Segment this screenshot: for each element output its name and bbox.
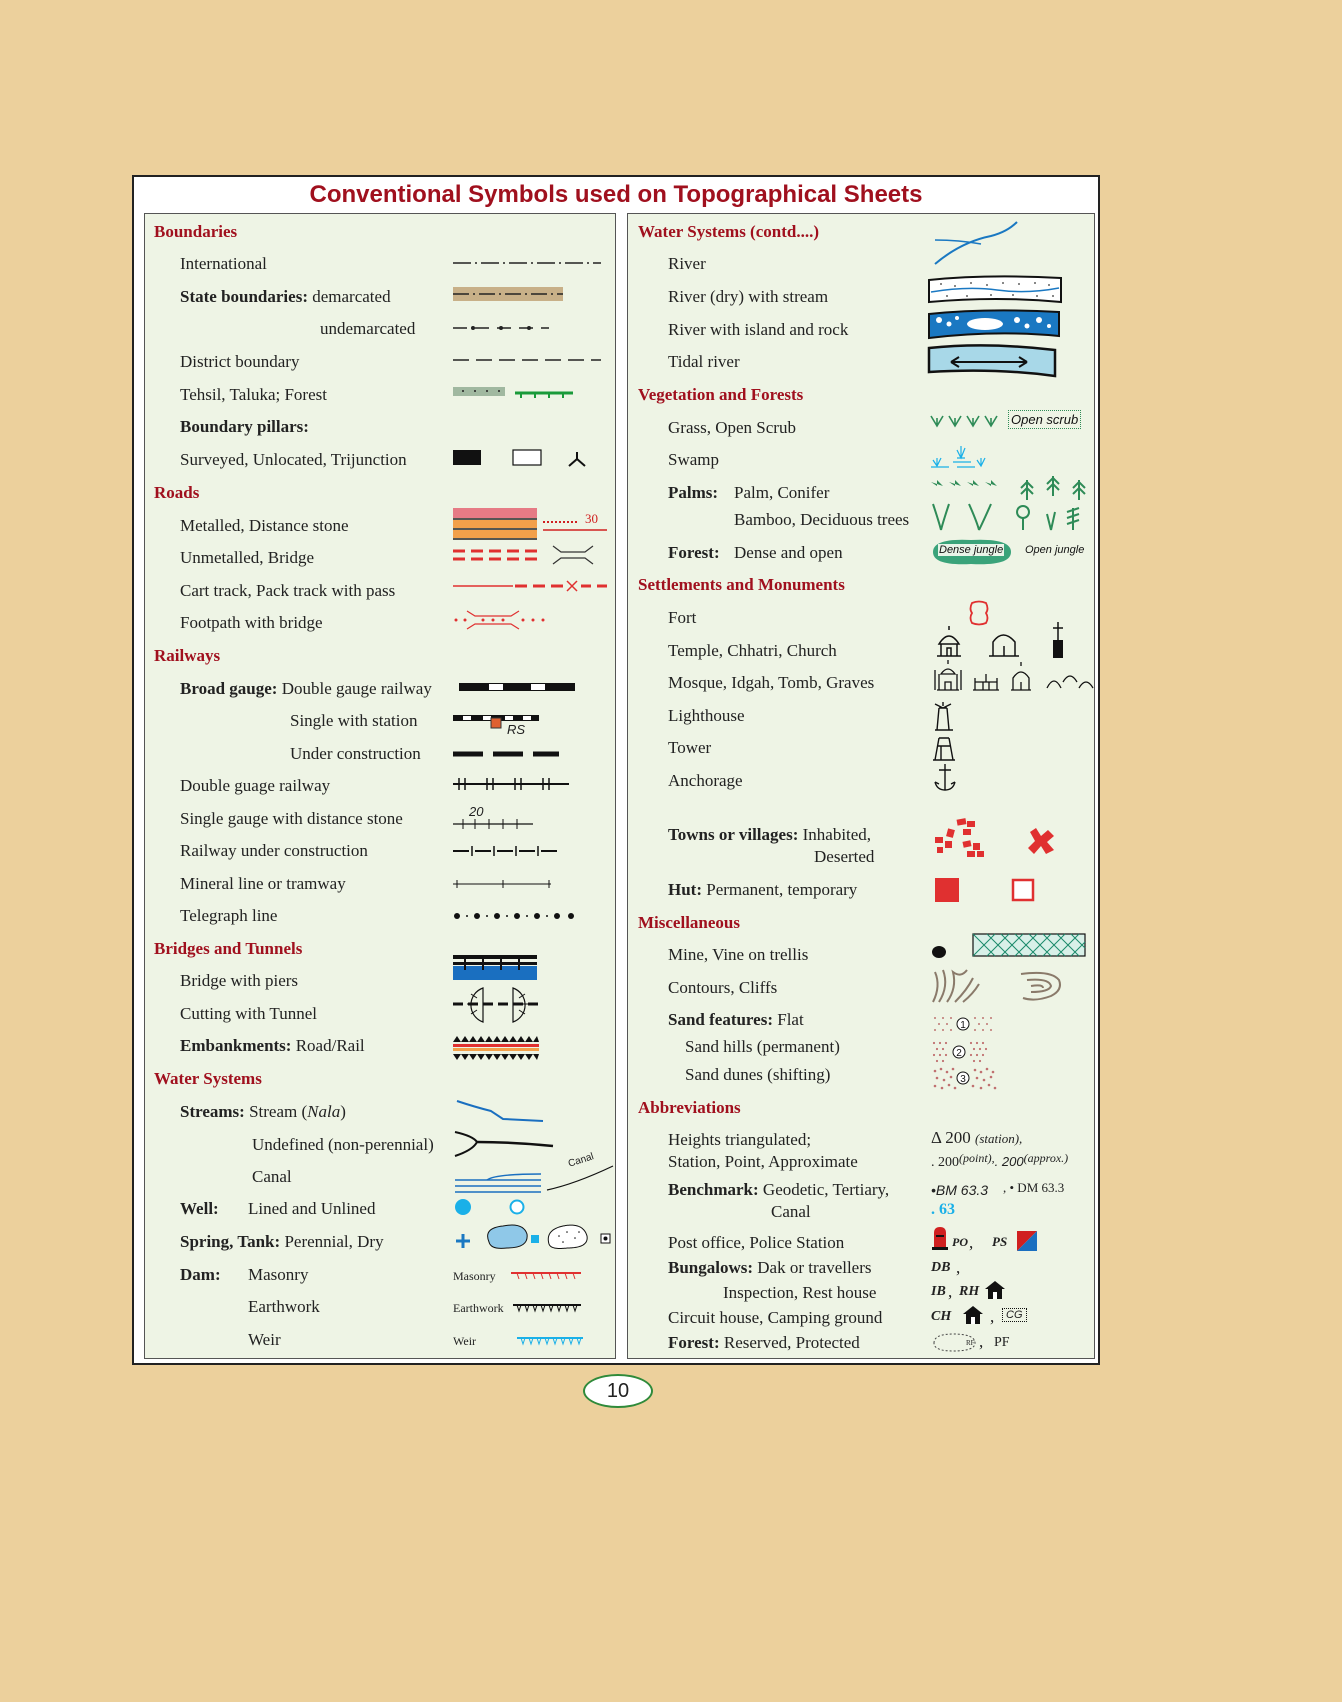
- state-undemarcated-symbol: [453, 323, 553, 333]
- label-dam: [180, 1265, 221, 1285]
- canal-benchmark-value: . 63: [931, 1201, 955, 1218]
- heading-roads: Roads: [154, 483, 200, 502]
- station-label: RS: [507, 722, 526, 737]
- grass-symbol: [929, 412, 999, 428]
- towns-deserted-symbol: [1024, 826, 1058, 856]
- spring-rest: Perennial, Dry: [280, 1232, 384, 1251]
- label-mine: Mine, Vine on trellis: [668, 945, 809, 964]
- label-undemarcated: undemarcated: [320, 319, 416, 338]
- weir-symbol: [517, 1335, 587, 1347]
- po-comma: ,: [969, 1233, 974, 1252]
- label-international: International: [180, 254, 267, 273]
- telegraph-line-symbol: [453, 910, 575, 922]
- db-abbrev: DB: [931, 1260, 951, 1275]
- open-jungle-label: Open jungle: [1025, 544, 1085, 556]
- dm-tertiary-value: , • DM 63.3: [1003, 1180, 1065, 1195]
- label-post-office: Post office, Police Station: [668, 1233, 845, 1252]
- anchorage-symbol: [933, 762, 957, 794]
- approx-value: . 200: [994, 1154, 1024, 1169]
- label-under-construction: Under construction: [290, 744, 421, 763]
- towns-inhabited-symbol: [933, 817, 993, 861]
- streams-rest: Stream (: [244, 1102, 308, 1121]
- sand-hills-symbol: [931, 1040, 991, 1064]
- label-metalled: Metalled, Distance stone: [180, 516, 349, 535]
- palms-bold: Palms:: [668, 483, 719, 502]
- broad-under-construction-symbol: [453, 749, 561, 759]
- label-masonry: Masonry: [248, 1265, 309, 1284]
- metalled-road-symbol: [453, 508, 538, 540]
- nala-italic: Nala: [307, 1102, 341, 1121]
- palm-conifer-symbol: [929, 476, 1089, 502]
- heading-abbreviations: Abbreviations: [638, 1098, 741, 1117]
- label-streams: [180, 1102, 346, 1122]
- label-single-distance: Single gauge with distance stone: [180, 809, 403, 828]
- towns-rest: Inhabited,: [798, 825, 872, 844]
- label-telegraph: Telegraph line: [180, 906, 278, 925]
- spring-bold: Spring, Tank:: [180, 1232, 281, 1251]
- broad-double-railway-symbol: [459, 681, 577, 693]
- label-forest-rest: Dense and open: [734, 543, 843, 562]
- mosque-idgah-tomb-graves-symbol: [933, 660, 1095, 692]
- label-well: [180, 1199, 219, 1219]
- label-river-dry: River (dry) with stream: [668, 287, 829, 306]
- point-value: . 200: [931, 1155, 959, 1170]
- label-tehsil: Tehsil, Taluka; Forest: [180, 385, 327, 404]
- pf-abbrev: PF: [994, 1335, 1010, 1350]
- label-palms-rest: Palm, Conifer: [734, 483, 830, 502]
- right-panel: [627, 213, 1095, 1359]
- embank-rest: Road/Rail: [291, 1036, 365, 1055]
- label-state-boundary: [180, 287, 391, 307]
- mineral-line-symbol: [453, 877, 553, 891]
- label-tidal-river: Tidal river: [668, 352, 740, 371]
- well-symbol: [453, 1196, 533, 1218]
- temple-chhatri-church-symbol: [933, 616, 1073, 660]
- hut-symbol: [933, 876, 1037, 904]
- label-district: District boundary: [180, 352, 300, 371]
- heading-vegetation: Vegetation and Forests: [638, 385, 804, 404]
- label-contours: Contours, Cliffs: [668, 978, 778, 997]
- label-double-guage: Double guage railway: [180, 776, 331, 795]
- label-surveyed: Surveyed, Unlocated, Trijunction: [180, 450, 407, 469]
- label-unmetalled: Unmetalled, Bridge: [180, 548, 315, 567]
- label-heights2: Station, Point, Approximate: [668, 1152, 858, 1171]
- railway-construction-symbol: [453, 844, 565, 858]
- stream-symbol: [455, 1097, 545, 1125]
- label-benchmark-canal: Canal: [771, 1202, 811, 1221]
- police-station-symbol: [1016, 1230, 1038, 1252]
- benchmark-rest: Geodetic, Tertiary,: [758, 1180, 890, 1199]
- forest-bold: Forest:: [668, 543, 720, 562]
- benchmark-bold: Benchmark:: [668, 1180, 759, 1199]
- label-sand-hills: Sand hills (permanent): [685, 1037, 840, 1056]
- bungalows-bold: Bungalows:: [668, 1258, 754, 1277]
- streams-close: ): [340, 1102, 346, 1121]
- spring-tank-symbol: [453, 1218, 617, 1250]
- label-railway-construction: Railway under construction: [180, 841, 368, 860]
- left-panel: [144, 213, 616, 1359]
- state-rest: demarcated: [307, 287, 391, 306]
- heading-miscellaneous: Miscellaneous: [638, 913, 740, 932]
- point-label: (point),: [959, 1151, 995, 1165]
- canal-small-label: Canal: [566, 1151, 596, 1170]
- label-deserted: Deserted: [814, 847, 875, 866]
- label-embankments: [180, 1036, 365, 1056]
- label-broad-gauge: [180, 679, 432, 699]
- footpath-bridge-symbol: [453, 608, 553, 632]
- label-fort: Fort: [668, 608, 697, 627]
- label-boundary-pillars: [180, 417, 309, 437]
- label-anchorage: Anchorage: [668, 771, 743, 790]
- label-bamboo: Bamboo, Deciduous trees: [734, 510, 910, 529]
- forest-abbrev-bold: Forest:: [668, 1333, 720, 1352]
- label-mosque: Mosque, Idgah, Tomb, Graves: [668, 673, 875, 692]
- page-number: 10: [583, 1374, 653, 1408]
- ib-abbrev: IB: [931, 1284, 946, 1299]
- label-tower: Tower: [668, 738, 712, 757]
- boundary-pillars-symbol: [451, 448, 591, 468]
- ch-comma: ,: [990, 1307, 995, 1326]
- mine-vine-symbol: [931, 932, 1089, 962]
- sheet-title: Conventional Symbols used on Topographical Sheets: [309, 181, 923, 208]
- label-bungalows: [668, 1258, 872, 1278]
- heading-water-systems: Water Systems: [154, 1069, 262, 1088]
- po-abbrev: PO: [952, 1235, 968, 1249]
- post-office-symbol: [931, 1225, 949, 1251]
- bridge-piers-symbol: [453, 952, 539, 982]
- single-station-symbol: [453, 711, 543, 735]
- station-label: (station),: [975, 1131, 1023, 1146]
- contours-cliffs-symbol: [931, 966, 1067, 1006]
- label-bridge-piers: Bridge with piers: [180, 971, 299, 990]
- label-sand-dunes: Sand dunes (shifting): [685, 1065, 831, 1084]
- label-undefined-stream: Undefined (non-perennial): [252, 1135, 434, 1154]
- open-scrub-label: Open scrub: [1008, 410, 1081, 429]
- label-lighthouse: Lighthouse: [668, 706, 745, 725]
- hut-bold: Hut:: [668, 880, 702, 899]
- weir-small-label: Weir: [453, 1334, 477, 1348]
- pillars-bold: Boundary pillars:: [180, 417, 309, 436]
- undefined-stream-symbol: [453, 1128, 555, 1162]
- label-hut: [668, 880, 857, 900]
- label-canal: Canal: [252, 1167, 292, 1186]
- label-spring-tank: [180, 1232, 384, 1252]
- river-dry-symbol: [927, 274, 1063, 304]
- label-weir: Weir: [248, 1330, 281, 1349]
- rf-abbrev: RF: [966, 1339, 975, 1347]
- label-footpath: Footpath with bridge: [180, 613, 323, 632]
- label-benchmark: [668, 1180, 889, 1200]
- hut-rest: Permanent, temporary: [702, 880, 858, 899]
- label-river: River: [668, 254, 706, 273]
- label-cart-track: Cart track, Pack track with pass: [180, 581, 396, 600]
- label-grass: Grass, Open Scrub: [668, 418, 796, 437]
- label-circuit-house: Circuit house, Camping ground: [668, 1308, 883, 1327]
- embank-bold: Embankments:: [180, 1036, 292, 1055]
- station-height: [931, 1128, 1022, 1148]
- tidal-river-symbol: [927, 342, 1061, 378]
- svg-text:1: 1: [960, 1020, 966, 1031]
- station-value: Δ 200: [931, 1128, 971, 1147]
- label-forest-abbrev: [668, 1333, 860, 1353]
- unmetalled-road-bridge-symbol: [453, 544, 603, 566]
- district-boundary-symbol: [453, 356, 603, 364]
- embankment-symbol: [453, 1034, 543, 1062]
- label-towns: [668, 825, 871, 845]
- river-line-symbol: [931, 220, 1021, 266]
- international-boundary-symbol: [453, 258, 603, 268]
- masonry-dam-symbol: [511, 1270, 583, 1282]
- heading-water-contd: Water Systems (contd....): [638, 222, 819, 241]
- bungalows-rest: Dak or travellers: [753, 1258, 872, 1277]
- dense-jungle-label: Dense jungle: [939, 544, 1004, 556]
- heading-bridges: Bridges and Tunnels: [154, 939, 303, 958]
- label-single-station: Single with station: [290, 711, 418, 730]
- label-sand-features: [668, 1010, 804, 1030]
- heading-railways: Railways: [154, 646, 221, 665]
- sand-flat-symbol: [931, 1014, 997, 1034]
- ch-abbrev: CH: [931, 1309, 952, 1324]
- heading-settlements: Settlements and Monuments: [638, 575, 845, 594]
- svg-text:2: 2: [956, 1048, 962, 1059]
- river-island-symbol: [927, 308, 1063, 340]
- sand-dunes-symbol: [931, 1066, 1001, 1092]
- ps-abbrev: PS: [992, 1234, 1008, 1249]
- label-cutting-tunnel: Cutting with Tunnel: [180, 1004, 317, 1023]
- rest-house-icon: [984, 1280, 1006, 1300]
- heading-boundaries: Boundaries: [154, 222, 238, 241]
- label-palms: [668, 483, 718, 503]
- label-river-island: River with island and rock: [668, 320, 849, 339]
- masonry-small-label: Masonry: [453, 1269, 496, 1283]
- label-earthwork: Earthwork: [248, 1297, 320, 1316]
- earthwork-dam-symbol: [513, 1302, 583, 1314]
- label-swamp: Swamp: [668, 450, 719, 469]
- camping-ground-symbol: CG: [1002, 1308, 1027, 1322]
- broad-rest: Double gauge railway: [277, 679, 432, 698]
- double-guage-railway-symbol: [453, 775, 571, 793]
- earthwork-small-label: Earthwork: [453, 1301, 504, 1315]
- db-comma: ,: [956, 1258, 961, 1277]
- sand-rest: Flat: [773, 1010, 804, 1029]
- lighthouse-symbol: [933, 700, 957, 732]
- label-forest: [668, 543, 720, 563]
- ib-comma: ,: [948, 1282, 953, 1301]
- tower-symbol: [933, 734, 957, 762]
- bm-geodetic-value: •BM 63.3: [931, 1182, 989, 1198]
- state-demarcated-symbol: [453, 287, 565, 303]
- dam-bold: Dam:: [180, 1265, 221, 1284]
- broad-bold: Broad gauge:: [180, 679, 278, 698]
- label-temple: Temple, Chhatri, Church: [668, 641, 837, 660]
- approx-label: (approx.): [1023, 1151, 1069, 1165]
- well-bold: Well:: [180, 1199, 219, 1218]
- cart-pack-track-symbol: [453, 579, 609, 593]
- label-inspection: Inspection, Rest house: [723, 1283, 877, 1302]
- distance-stone-symbol: [541, 510, 611, 538]
- rh-abbrev: RH: [959, 1284, 980, 1299]
- canal-symbol: [455, 1162, 615, 1194]
- tehsil-forest-symbol: [453, 386, 575, 400]
- sand-bold: Sand features:: [668, 1010, 773, 1029]
- towns-bold: Towns or villages:: [668, 825, 799, 844]
- cutting-tunnel-symbol: [453, 986, 545, 1026]
- svg-text:3: 3: [960, 1074, 966, 1085]
- swamp-symbol: [929, 436, 997, 470]
- distance-stone-number: 30: [585, 511, 598, 526]
- label-well-rest: Lined and Unlined: [248, 1199, 376, 1218]
- streams-bold: Streams:: [180, 1102, 245, 1121]
- state-bold: State boundaries:: [180, 287, 308, 306]
- symbols-sheet: [132, 175, 1100, 1365]
- rail-distance-number: 20: [469, 804, 484, 819]
- label-mineral-line: Mineral line or tramway: [180, 874, 346, 893]
- forest-abbrev-rest: Reserved, Protected: [719, 1333, 860, 1352]
- point-approx-heights: [931, 1151, 1069, 1171]
- label-heights1: Heights triangulated;: [668, 1130, 812, 1149]
- bamboo-deciduous-symbol: [929, 502, 1089, 532]
- rf-comma: ,: [979, 1332, 984, 1351]
- circuit-house-icon: [962, 1305, 984, 1325]
- single-gauge-distance-symbol: [453, 817, 535, 831]
